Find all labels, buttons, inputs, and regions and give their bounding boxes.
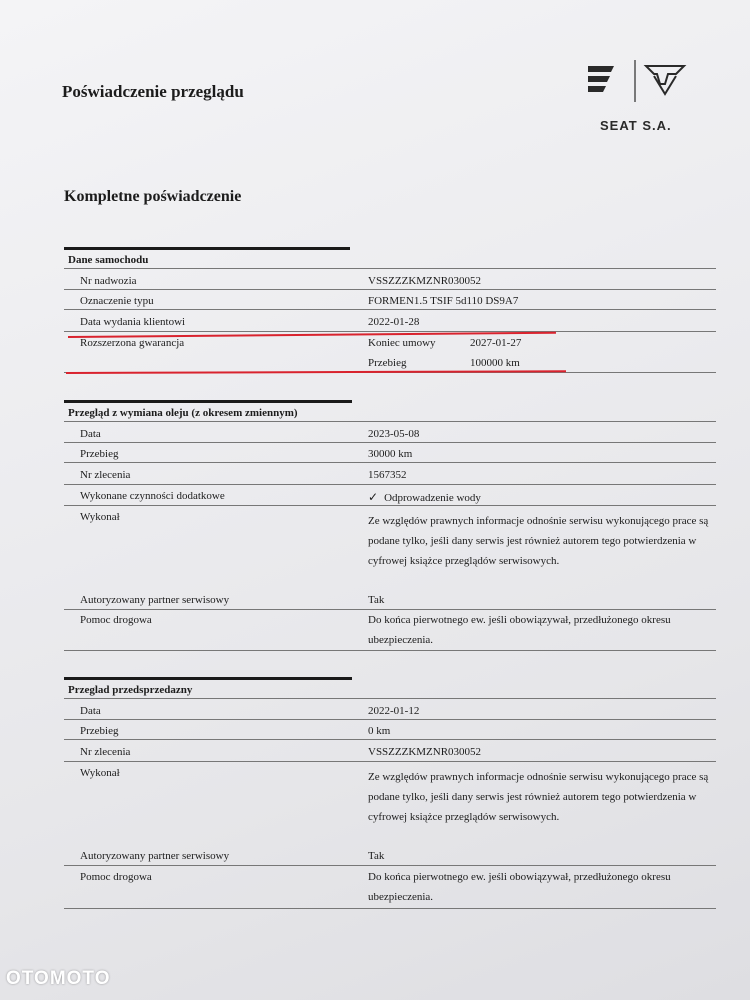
row-label: Wykonane czynności dodatkowe: [80, 490, 225, 502]
row-value: 30000 km: [368, 448, 413, 460]
brand-name: SEAT S.A.: [600, 118, 672, 133]
row-label: Wykonał: [80, 767, 120, 779]
row-label: Autoryzowany partner serwisowy: [80, 850, 230, 862]
row-label: Przebieg: [80, 448, 119, 460]
row-value: 0 km: [368, 725, 391, 737]
car-data-section: [64, 247, 716, 377]
row-value: 2022-01-28: [368, 316, 420, 328]
row-value: Do końca pierwotnego ew. jeśli obowiązywał, przedłużonego okresu ubezpieczenia.: [368, 614, 671, 646]
row-value: FORMEN1.5 TSIF 5d110 DS9A7: [368, 295, 519, 307]
warranty-mileage-label: Przebieg: [368, 357, 407, 369]
cupra-logo-icon: [646, 66, 684, 94]
row-label: Pomoc drogowa: [80, 614, 152, 626]
section-title: Dane samochodu: [68, 254, 149, 266]
row-value: VSSZZZKMZNR030052: [368, 746, 482, 758]
row-value: 2023-05-08: [368, 428, 420, 440]
warranty-end-label: Koniec umowy: [368, 337, 436, 349]
row-value: 2022-01-12: [368, 705, 420, 717]
row-label: Wykonał: [80, 511, 120, 523]
section-title: Przegląd z wymiana oleju (z okresem zmiennym): [68, 407, 298, 419]
row-label: Autoryzowany partner serwisowy: [80, 594, 230, 606]
row-label: Przebieg: [80, 725, 119, 737]
document-subtitle: Kompletne poświadczenie: [64, 188, 242, 205]
row-value: [368, 490, 481, 504]
row-label: Data wydania klientowi: [80, 316, 186, 328]
watermark: OTOMOTO: [6, 968, 111, 989]
document-title: Poświadczenie przeglądu: [62, 82, 244, 101]
row-label: Data: [80, 705, 101, 717]
row-label: Nr nadwozia: [80, 275, 137, 287]
oil-service-section: [64, 400, 716, 645]
checkmark-icon: ✓: [368, 490, 379, 504]
row-label: Rozszerzona gwarancja: [80, 337, 185, 349]
row-value-text: Odprowadzenie wody: [384, 492, 481, 504]
row-value: VSSZZZKMZNR030052: [368, 275, 482, 287]
row-value: Tak: [368, 850, 385, 862]
row-value: 1567352: [368, 469, 407, 481]
row-value: Do końca pierwotnego ew. jeśli obowiązywał, przedłużonego okresu ubezpieczenia.: [368, 871, 671, 903]
row-label: Oznaczenie typu: [80, 295, 154, 307]
warranty-mileage-value: 100000 km: [470, 357, 520, 369]
row-value: Tak: [368, 594, 385, 606]
presale-section: [64, 677, 716, 912]
seat-logo-icon: [588, 66, 614, 92]
performed-text: Ze względów prawnych informacje odnośnie serwisu wykonującego prace są podane tylko, jeśli dany serwis jest również autorem tego potwierdzenia w cyfrowej książce przeglądów serwisowych.: [368, 771, 709, 823]
row-label: Nr zlecenia: [80, 746, 131, 758]
performed-text: Ze względów prawnych informacje odnośnie serwisu wykonującego prace są podane tylko, jeśli dany serwis jest również autorem tego potwierdzenia w cyfrowej książce przeglądów serwisowych.: [368, 515, 709, 567]
row-label: Nr zlecenia: [80, 469, 131, 481]
row-label: Data: [80, 428, 101, 440]
section-title: Przeglad przedsprzedazny: [68, 684, 193, 696]
warranty-end-value: 2027-01-27: [470, 337, 522, 349]
row-label: Pomoc drogowa: [80, 871, 152, 883]
